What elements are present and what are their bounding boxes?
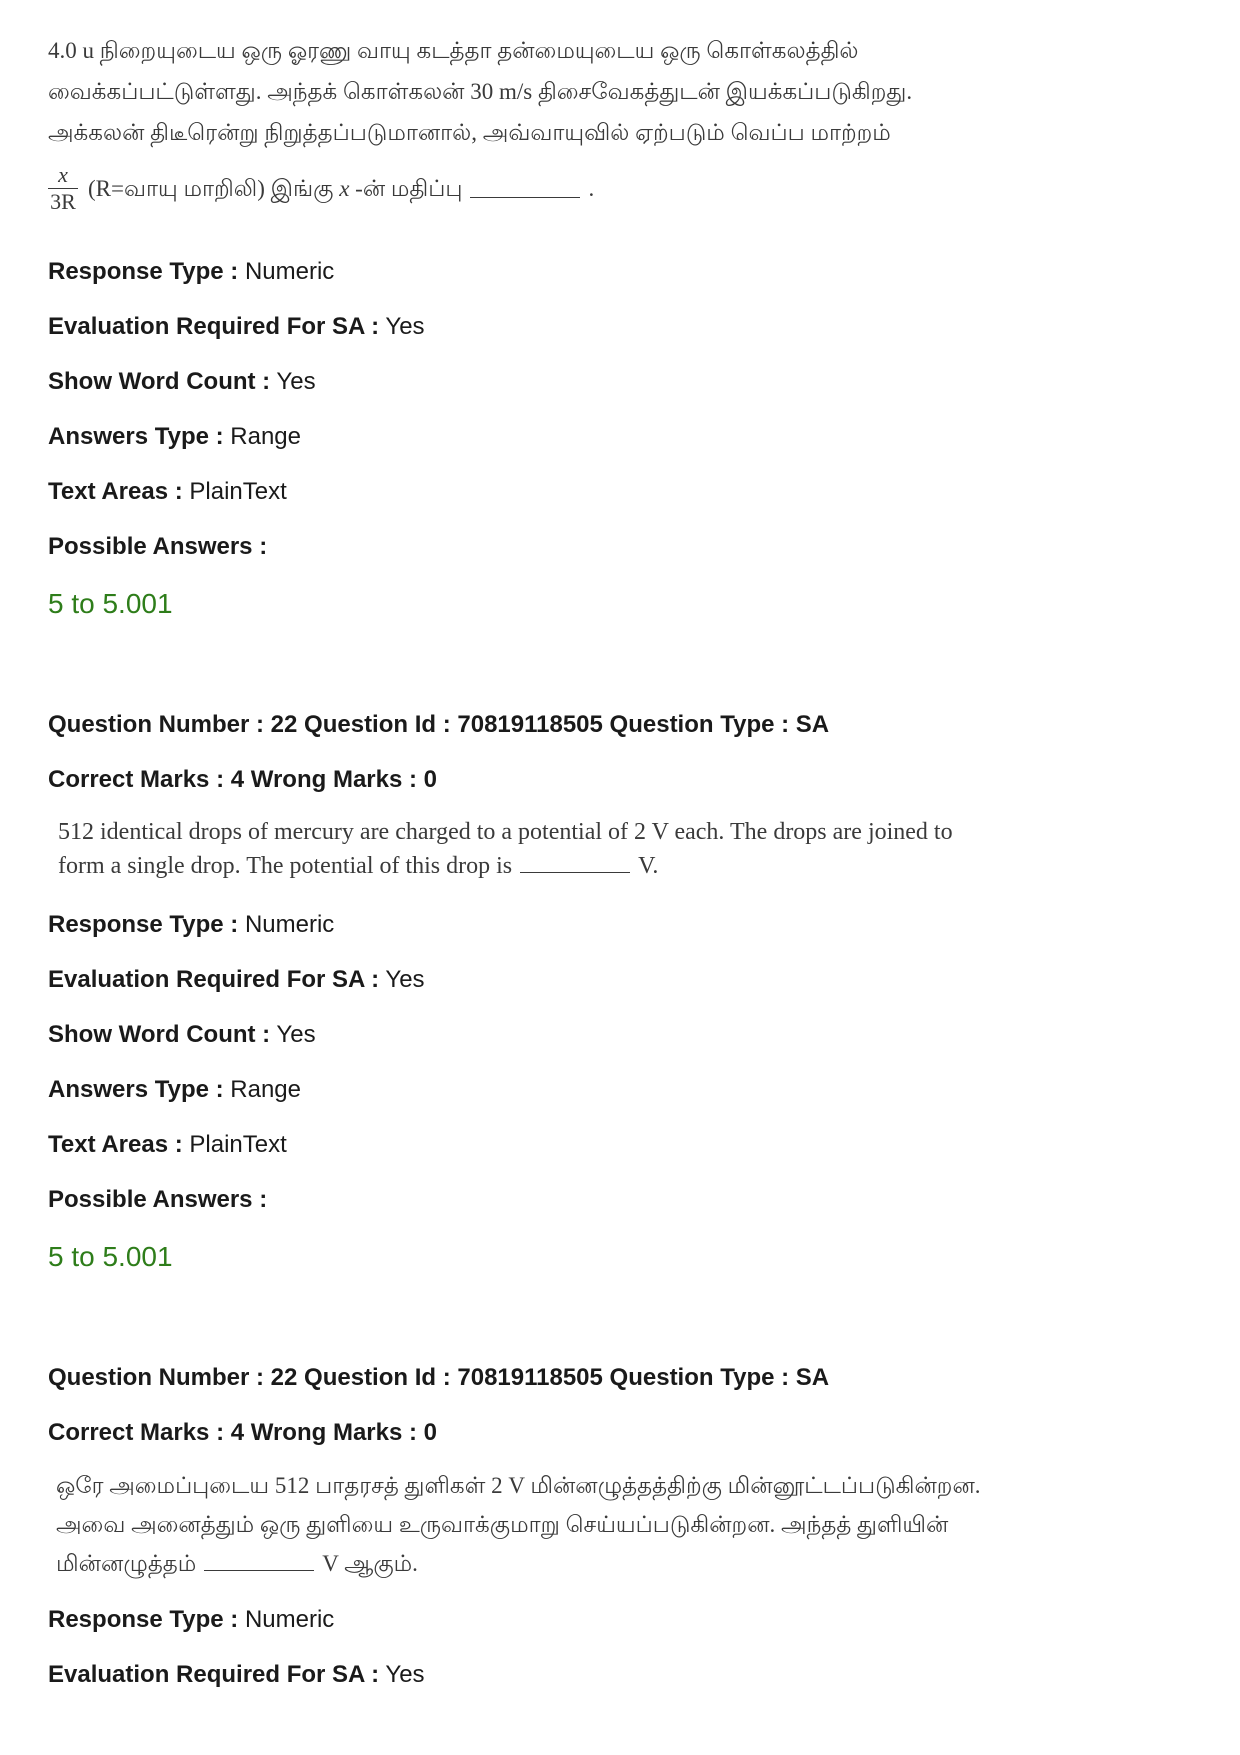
answer-blank [520, 854, 630, 873]
field-label: Show Word Count : [48, 1021, 271, 1048]
possible-answers-field [48, 1185, 267, 1215]
field-label: Possible Answers : [48, 1186, 268, 1213]
field-value: Numeric [244, 258, 335, 285]
response-type-field [48, 910, 334, 940]
field-label: Text Areas : [48, 1131, 183, 1158]
answers-type-field [48, 422, 301, 452]
show-word-count-field [48, 1020, 316, 1050]
field-value: PlainText [189, 478, 287, 505]
field-label: Text Areas : [48, 478, 183, 505]
question-line [58, 849, 958, 883]
field-label: Evaluation Required For SA : [48, 1661, 380, 1688]
field-value: Range [230, 423, 302, 450]
evaluation-required-field [48, 1660, 425, 1690]
field-value: Yes [385, 966, 425, 993]
question-line: அவை அனைத்தும் ஒரு துளியை உருவாக்குமாறு செய்யப்படுகின்றன. அந்தத் துளியின் [56, 1512, 949, 1537]
field-label: Evaluation Required For SA : [48, 966, 380, 993]
possible-answer-value: 5 to 5.001 [48, 1241, 173, 1272]
possible-answer-value: 5 to 5.001 [48, 588, 173, 619]
question-line: ஒரே அமைப்புடைய 512 பாதரசத் துளிகள் 2 V மின்னழுத்தத்திற்கு மின்னூட்டப்படுகின்றன. [56, 1473, 981, 1498]
question-line: அக்கலன் திடீரென்று நிறுத்தப்படுமானால், அவ்வாயுவில் ஏற்படும் வெப்ப மாற்றம் [48, 120, 891, 145]
field-value: Numeric [244, 911, 335, 938]
field-value: Yes [276, 1021, 316, 1048]
response-type-field [48, 257, 334, 287]
field-label: Answers Type : [48, 423, 224, 450]
field-value: Yes [276, 368, 316, 395]
fraction-tail2: -ன் மதிப்பு [355, 175, 463, 201]
question-line: 512 identical drops of mercury are charged to a potential of 2 V each. The drops are joined to [58, 819, 953, 845]
fraction-line [48, 153, 948, 223]
response-type-field [48, 1605, 334, 1635]
question-text-english [58, 815, 958, 883]
field-label: Evaluation Required For SA : [48, 313, 380, 340]
question-header: Question Number : 22 Question Id : 70819118505 Question Type : SA [48, 1364, 830, 1391]
field-value: Range [230, 1076, 302, 1103]
answer-blank [204, 1552, 314, 1571]
field-value: Numeric [244, 1606, 335, 1633]
fraction-tail: (R=வாயு மாறிலி) இங்கு [88, 175, 334, 201]
text-areas-field [48, 1130, 287, 1160]
field-label: Answers Type : [48, 1076, 224, 1103]
field-value: Yes [385, 1661, 425, 1688]
show-word-count-field [48, 367, 316, 397]
question-text-tamil [56, 1466, 981, 1583]
field-label: Response Type : [48, 911, 239, 938]
evaluation-required-field [48, 312, 425, 342]
field-value: PlainText [189, 1131, 287, 1158]
question-line: வைக்கப்பட்டுள்ளது. அந்தக் கொள்கலன் 30 m/s திசைவேகத்துடன் இயக்கப்படுகிறது. [48, 79, 913, 104]
variable-x: x [339, 175, 350, 201]
question-line-end: V ஆகும். [322, 1551, 418, 1576]
question-line [56, 1544, 956, 1583]
question-text-tamil [48, 30, 948, 223]
field-label: Show Word Count : [48, 368, 271, 395]
fraction-end: . [588, 175, 595, 201]
field-label: Response Type : [48, 1606, 239, 1633]
possible-answers-field [48, 532, 267, 562]
text-areas-field [48, 477, 287, 507]
fraction-numerator: x [58, 161, 68, 187]
answers-type-field [48, 1075, 301, 1105]
answer-blank [470, 179, 580, 198]
question-line-end: V. [638, 853, 659, 879]
question-line: 4.0 u நிறையுடைய ஒரு ஓரணு வாயு கடத்தா தன்மையுடைய ஒரு கொள்கலத்தில் [48, 38, 859, 63]
question-line-start: form a single drop. The potential of this drop is [58, 853, 513, 879]
marks-line: Correct Marks : 4 Wrong Marks : 0 [48, 766, 438, 793]
fraction-denominator: 3R [50, 188, 76, 214]
field-value: Yes [385, 313, 425, 340]
field-label: Response Type : [48, 258, 239, 285]
evaluation-required-field [48, 965, 425, 995]
marks-line: Correct Marks : 4 Wrong Marks : 0 [48, 1419, 438, 1446]
field-label: Possible Answers : [48, 533, 268, 560]
question-header: Question Number : 22 Question Id : 70819118505 Question Type : SA [48, 711, 830, 738]
question-line-start: மின்னழுத்தம் [56, 1551, 197, 1576]
fraction [48, 162, 78, 215]
